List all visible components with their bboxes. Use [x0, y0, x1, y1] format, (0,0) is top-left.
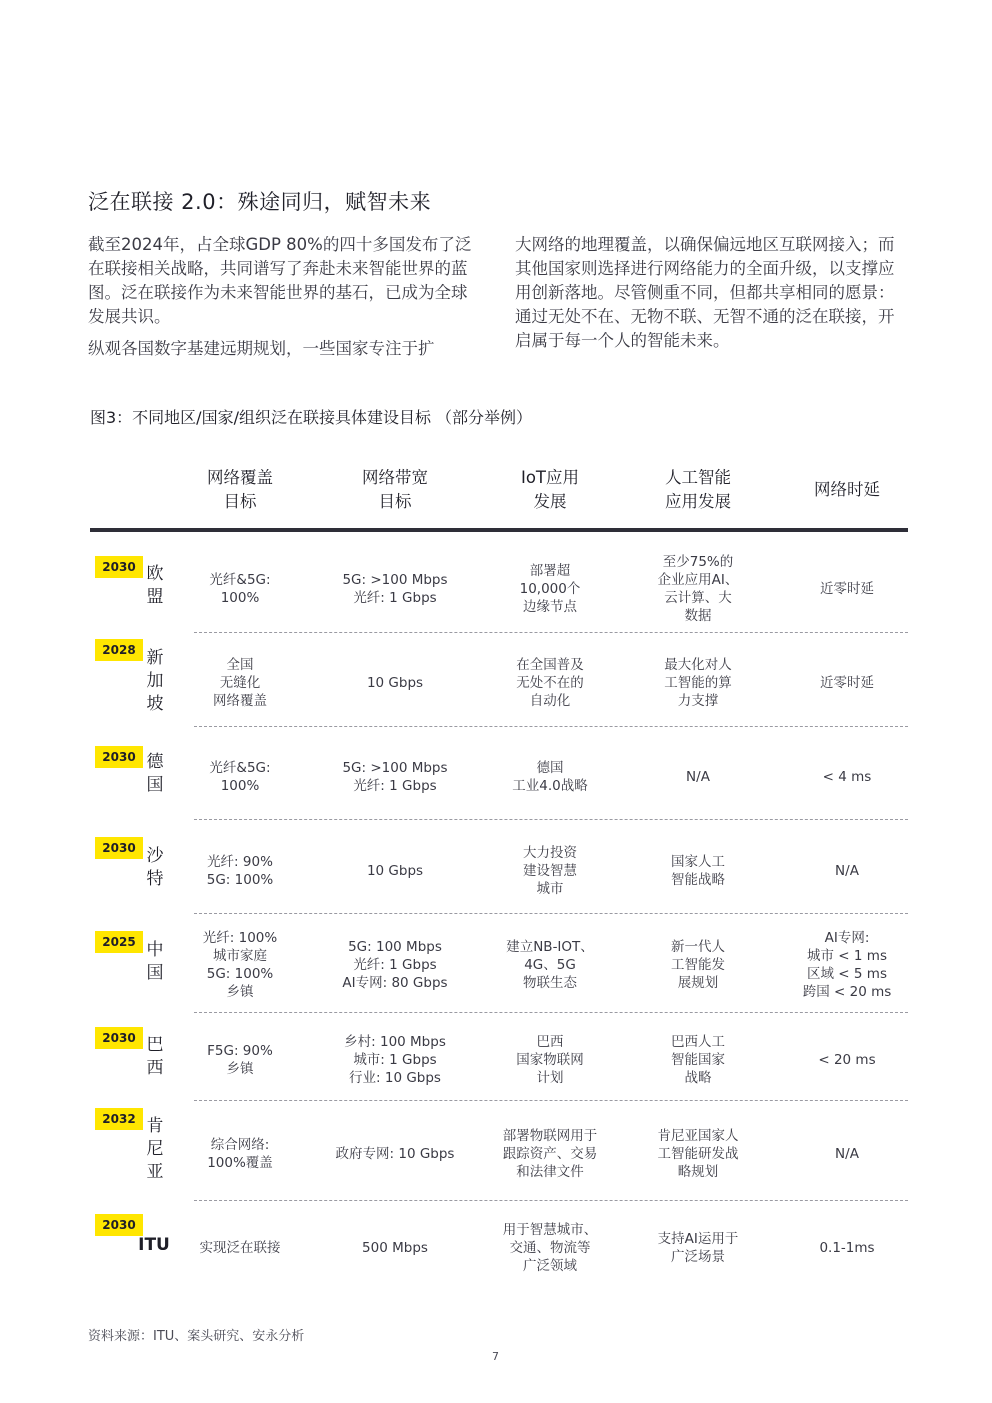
- cell-ai: 肯尼亚国家人 工智能研发战 略规划: [657, 1128, 739, 1180]
- region-label: 欧 盟: [146, 564, 164, 607]
- body-paragraph: 大网络的地理覆盖，以确保偏远地区互联网接入；而其他国家则选择进行网络能力的全面升级，以支撑应用创新落地。尽管侧重不同，但都共享相同的愿景：通过无处不在、无物不联、无智不通的泛在联接，开启属于每一个人的智能未来。: [515, 235, 895, 350]
- cell-latency: N/A: [835, 1146, 859, 1162]
- year-badge: 2032: [95, 1108, 143, 1130]
- cell-coverage: F5G: 90% 乡镇: [207, 1043, 273, 1077]
- row-divider: [194, 913, 908, 914]
- cell-ai: 国家人工 智能战略: [671, 854, 725, 888]
- year-badge: 2030: [95, 1027, 143, 1049]
- table-row: [90, 1016, 908, 1100]
- table-row: [90, 1104, 908, 1200]
- table-row: [90, 637, 908, 727]
- row-divider: [194, 1100, 908, 1101]
- table-row: [90, 553, 908, 633]
- header-bandwidth: 网络带宽 目标: [362, 468, 428, 511]
- header-latency: 网络时延: [814, 480, 880, 499]
- cell-iot: 大力投资 建设智慧 城市: [523, 845, 577, 897]
- table-row: [90, 731, 908, 821]
- cell-ai: 巴西人工 智能国家 战略: [671, 1034, 725, 1086]
- region-label: 肯 尼 亚: [146, 1116, 164, 1182]
- body-left-column: [88, 233, 480, 369]
- cell-coverage: 综合网络: 100%覆盖: [207, 1137, 273, 1171]
- header-coverage: 网络覆盖 目标: [207, 468, 273, 511]
- cell-iot: 建立NB-IOT、 4G、5G 物联生态: [506, 939, 594, 991]
- cell-iot: 部署超 10,000个 边缘节点: [519, 563, 581, 615]
- cell-iot: 巴西 国家物联网 计划: [516, 1034, 584, 1086]
- source-note: 资料来源：ITU、案头研究、安永分析: [88, 1329, 305, 1344]
- cell-latency: < 4 ms: [822, 769, 872, 785]
- cell-ai: 新一代人 工智能发 展规划: [671, 939, 725, 991]
- row-divider: [194, 1012, 908, 1013]
- cell-coverage: 光纤&5G: 100%: [209, 572, 271, 606]
- cell-latency: AI专网: 城市 < 1 ms 区域 < 5 ms 跨国 < 20 ms: [802, 930, 892, 1000]
- cell-coverage: 实现泛在联接: [199, 1240, 281, 1256]
- cell-latency: 近零时延: [820, 675, 874, 691]
- header-rule: [90, 528, 908, 532]
- page-number: 7: [492, 1350, 499, 1363]
- cell-bandwidth: 10 Gbps: [366, 863, 424, 879]
- cell-ai: 至少75%的 企业应用AI、 云计算、大 数据: [657, 554, 739, 624]
- cell-iot: 部署物联网用于 跟踪资产、交易 和法律文件: [502, 1128, 598, 1180]
- cell-coverage: 光纤&5G: 100%: [209, 760, 271, 794]
- cell-bandwidth: 5G: 100 Mbps 光纤: 1 Gbps AI专网: 80 Gbps: [342, 939, 448, 991]
- body-paragraph: 截至2024年，占全球GDP 80%的四十多国发布了泛在联接相关战略，共同谱写了奔赴未来智能世界的蓝图。泛在联接作为未来智能世界的基石，已成为全球发展共识。: [88, 235, 472, 326]
- cell-ai: 最大化对人 工智能的算 力支撑: [664, 657, 732, 709]
- figure-title: 图3：不同地区/国家/组织泛在联接具体建设目标 （部分举例）: [90, 408, 533, 427]
- cell-latency: N/A: [835, 863, 859, 879]
- row-divider: [194, 1200, 908, 1201]
- cell-coverage: 全国 无缝化 网络覆盖: [213, 657, 267, 709]
- cell-latency: 近零时延: [820, 581, 874, 597]
- cell-iot: 德国 工业4.0战略: [512, 760, 588, 794]
- cell-iot: 用于智慧城市、 交通、物流等 广泛领域: [502, 1222, 598, 1274]
- cell-bandwidth: 5G: >100 Mbps 光纤: 1 Gbps: [342, 572, 448, 606]
- region-label: ITU: [138, 1235, 170, 1255]
- region-label: 中 国: [146, 940, 164, 983]
- year-badge: 2028: [95, 639, 143, 661]
- year-badge: 2030: [95, 837, 143, 859]
- body-paragraph: 纵观各国数字基建远期规划，一些国家专注于扩: [88, 339, 435, 358]
- region-label: 新 加 坡: [146, 648, 164, 714]
- body-right-column: [515, 233, 907, 361]
- cell-bandwidth: 5G: >100 Mbps 光纤: 1 Gbps: [342, 760, 448, 794]
- cell-bandwidth: 10 Gbps: [366, 675, 424, 691]
- cell-bandwidth: 乡村: 100 Mbps 城市: 1 Gbps 行业: 10 Gbps: [344, 1034, 446, 1086]
- section-title: 泛在联接 2.0：殊途同归，赋智未来: [88, 190, 432, 214]
- table-row: [90, 825, 908, 915]
- year-badge: 2025: [95, 931, 143, 953]
- table-row: [90, 919, 908, 1009]
- cell-iot: 在全国普及 无处不在的 自动化: [516, 657, 584, 709]
- region-label: 巴 西: [146, 1035, 164, 1078]
- cell-latency: 0.1-1ms: [819, 1240, 875, 1256]
- row-divider: [194, 726, 908, 727]
- region-label: 德 国: [146, 752, 164, 795]
- cell-ai: 支持AI运用于 广泛场景: [657, 1231, 739, 1265]
- cell-bandwidth: 500 Mbps: [362, 1240, 428, 1256]
- cell-ai: N/A: [686, 769, 710, 785]
- row-divider: [194, 632, 908, 633]
- region-label: 沙 特: [146, 846, 164, 889]
- cell-coverage: 光纤: 100% 城市家庭 5G: 100% 乡镇: [202, 930, 278, 1000]
- table-row: [90, 1206, 908, 1290]
- year-badge: 2030: [95, 556, 143, 578]
- row-divider: [194, 819, 908, 820]
- header-ai: 人工智能 应用发展: [665, 468, 731, 511]
- cell-latency: < 20 ms: [818, 1052, 876, 1068]
- cell-coverage: 光纤: 90% 5G: 100%: [206, 854, 274, 888]
- year-badge: 2030: [95, 1214, 143, 1236]
- header-iot: IoT应用 发展: [520, 468, 580, 511]
- cell-bandwidth: 政府专网: 10 Gbps: [335, 1146, 455, 1162]
- year-badge: 2030: [95, 746, 143, 768]
